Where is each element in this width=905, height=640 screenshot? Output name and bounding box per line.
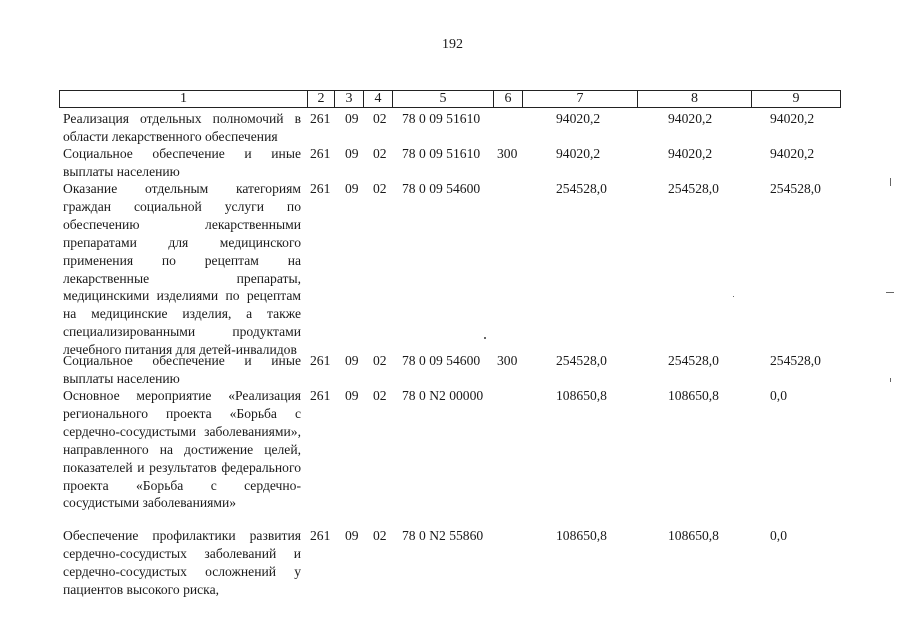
row-value-7: 254528,0: [556, 181, 607, 196]
row-name: Социальное обеспечение и иные выплаты населению: [63, 353, 301, 386]
header-col-6: 6: [494, 91, 523, 107]
row-expense-type: 300: [497, 353, 518, 368]
row-subsection: 02: [373, 353, 387, 368]
table-header: [59, 90, 841, 108]
scan-speck: [886, 292, 894, 293]
row-admin-code: 261: [310, 528, 331, 543]
row-name: Оказание отдельным категориям граждан социальной услуги по обеспечению лекарственными препаратами для медицинского применения по рецептам на лекарственные препараты, медицинскими изделиями по рецептам на медицинские изделия, а также специализированными продуктами лечебного питания для детей-инвалидов: [63, 181, 301, 358]
row-admin-code: 261: [310, 111, 331, 126]
header-col-9: 9: [792, 91, 800, 106]
scan-speck: [890, 378, 891, 382]
row-admin-code: 261: [310, 146, 331, 161]
row-subsection: 02: [373, 181, 387, 196]
header-col-7: 7: [523, 91, 638, 107]
row-subsection: 02: [373, 111, 387, 126]
row-value-8: 108650,8: [668, 528, 719, 543]
row-expense-type: 300: [497, 146, 518, 161]
row-section: 09: [345, 146, 359, 161]
row-target-article: 78 0 N2 00000: [402, 388, 484, 403]
row-target-article: 78 0 09 51610: [402, 146, 481, 161]
row-value-7: 108650,8: [556, 388, 607, 403]
row-value-8: 254528,0: [668, 181, 719, 196]
row-section: 09: [345, 388, 359, 403]
header-col-4: 4: [364, 91, 393, 107]
row-target-article: 78 0 N2 55860: [402, 528, 484, 543]
row-value-8: 108650,8: [668, 388, 719, 403]
row-value-9: 254528,0: [770, 353, 821, 368]
row-subsection: 02: [373, 528, 387, 543]
row-admin-code: 261: [310, 181, 331, 196]
header-col-1: 1: [60, 91, 308, 107]
row-value-7: 108650,8: [556, 528, 607, 543]
row-admin-code: 261: [310, 353, 331, 368]
row-section: 09: [345, 111, 359, 126]
row-section: 09: [345, 528, 359, 543]
row-subsection: 02: [373, 388, 387, 403]
row-value-9: 94020,2: [770, 146, 815, 161]
row-value-7: 254528,0: [556, 353, 607, 368]
row-value-8: 254528,0: [668, 353, 719, 368]
row-value-9: 0,0: [770, 528, 787, 543]
row-value-9: 0,0: [770, 388, 787, 403]
row-name: Реализация отдельных полномочий в области лекарственного обеспечения: [63, 111, 301, 144]
row-subsection: 02: [373, 146, 387, 161]
scan-speck: [733, 296, 734, 297]
row-value-9: 254528,0: [770, 181, 821, 196]
row-section: 09: [345, 181, 359, 196]
row-value-8: 94020,2: [668, 146, 713, 161]
row-value-8: 94020,2: [668, 111, 713, 126]
row-section: 09: [345, 353, 359, 368]
row-value-9: 94020,2: [770, 111, 815, 126]
row-target-article: 78 0 09 54600: [402, 181, 481, 196]
row-target-article: 78 0 09 51610: [402, 111, 481, 126]
row-admin-code: 261: [310, 388, 331, 403]
page-number: 192: [442, 37, 463, 52]
row-name: Обеспечение профилактики развития сердечно-сосудистых заболеваний и сердечно-сосудистых осложнений у пациентов высокого риска,: [63, 528, 301, 597]
row-target-article: 78 0 09 54600: [402, 353, 481, 368]
scan-speck: [890, 178, 891, 186]
row-value-7: 94020,2: [556, 146, 601, 161]
header-col-8: 8: [638, 91, 752, 107]
header-col-5: 5: [393, 91, 494, 107]
header-col-3: 3: [335, 91, 364, 107]
row-name: Основное мероприятие «Реализация регионального проекта «Борьба с сердечно-сосудистыми заболеваниями», направленного на достижение целей, показателей и результатов федерального проекта «Борьба с сердечно-сосудистыми заболеваниями»: [63, 388, 301, 511]
header-col-2: 2: [308, 91, 335, 107]
row-value-7: 94020,2: [556, 111, 601, 126]
scan-speck: [484, 337, 486, 339]
row-name: Социальное обеспечение и иные выплаты населению: [63, 146, 301, 179]
